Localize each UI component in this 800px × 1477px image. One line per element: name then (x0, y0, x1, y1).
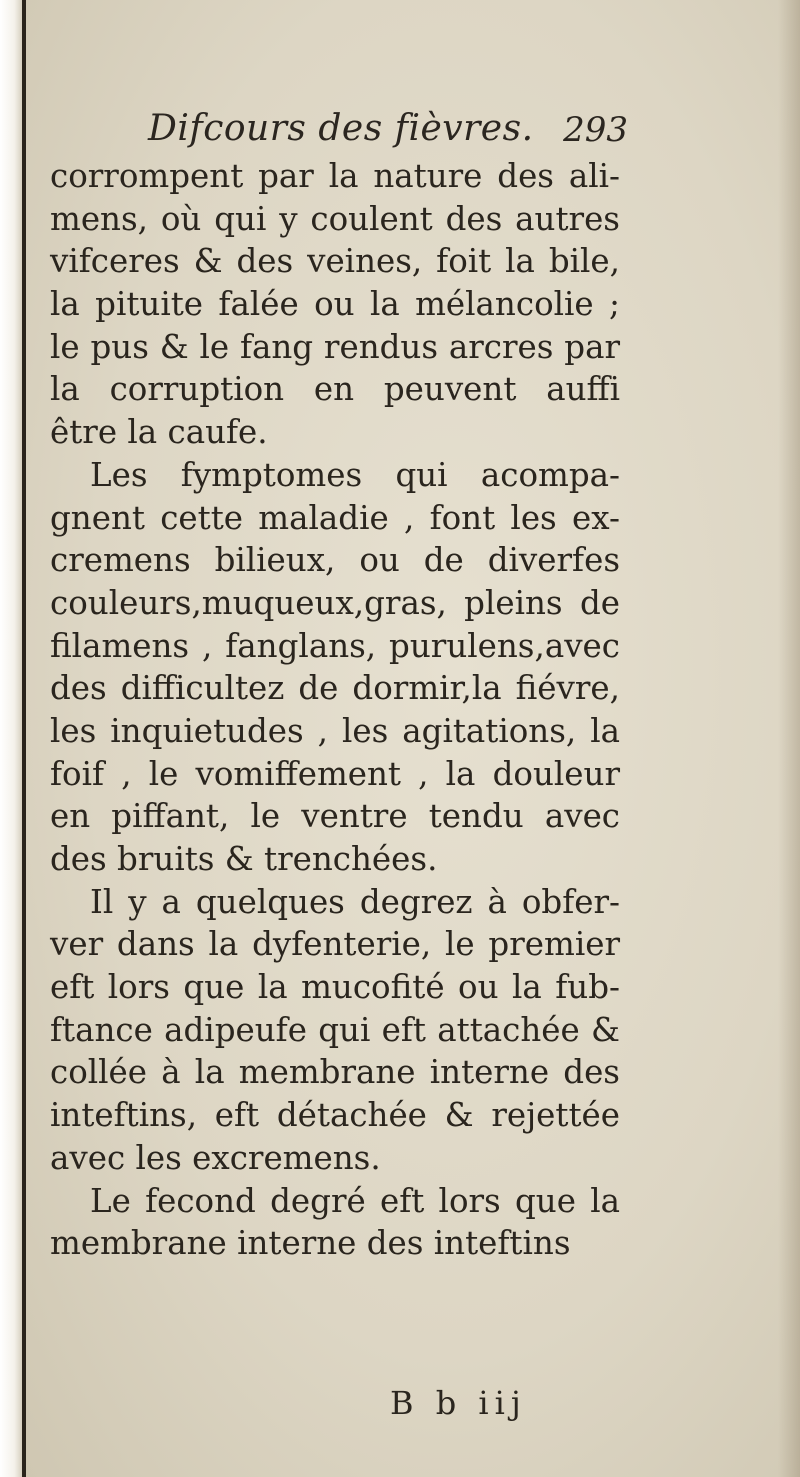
text-line: inteftins, eft détachée & rejettée (50, 1096, 620, 1135)
text-line: filamens , fanglans, purulens,avec (50, 626, 620, 665)
binding-edge (0, 0, 24, 1477)
text-line: ver dans la dyfenterie, le premier (50, 925, 620, 964)
signature-mark: B b iij (390, 1384, 527, 1422)
text-line: membrane interne des inteftins (50, 1224, 571, 1263)
body-text (50, 155, 620, 1265)
text-line: les inquietudes , les agitations, la (50, 711, 620, 750)
page-header (148, 108, 628, 158)
text-line: corrompent par la nature des ali- (50, 157, 620, 195)
text-line: foif , le vomiffement , la douleur (50, 754, 620, 793)
text-line: mens, où qui y coulent des autres (50, 199, 620, 238)
text-line: cremens bilieux, ou de diverfes (50, 541, 620, 580)
text-line: avec les excremens. (50, 1138, 381, 1177)
page-number: 293 (563, 110, 628, 150)
text-line: être la caufe. (50, 413, 268, 452)
text-line: des difficultez de dormir,la fiévre, (50, 669, 620, 708)
text-line: couleurs,muqueux,gras, pleins de (50, 583, 620, 622)
text-line: Il y a quelques degrez à obfer- (90, 882, 620, 921)
text-line: Les fymptomes qui acompa- (90, 455, 620, 494)
page-right-shadow (778, 0, 800, 1477)
text-line: des bruits & trenchées. (50, 840, 438, 878)
text-line: collée à la membrane interne des (50, 1053, 620, 1092)
text-line: eft lors que la mucofité ou la fub- (50, 968, 620, 1007)
text-line: vifceres & des veines, foit la bile, (50, 242, 620, 281)
text-line: la corruption en peuvent auffi (50, 370, 620, 409)
text-line: Le fecond degré eft lors que la (90, 1181, 620, 1220)
text-line: le pus & le fang rendus arcres par (50, 327, 620, 366)
running-title: Difcours des fièvres. (148, 108, 534, 149)
text-line: ftance adipeufe qui eft attachée & (50, 1010, 620, 1049)
text-line: la pituite falée ou la mélancolie ; (50, 285, 620, 324)
text-line: gnent cette maladie , font les ex- (50, 498, 620, 537)
text-line: en piffant, le ventre tendu avec (50, 797, 620, 836)
